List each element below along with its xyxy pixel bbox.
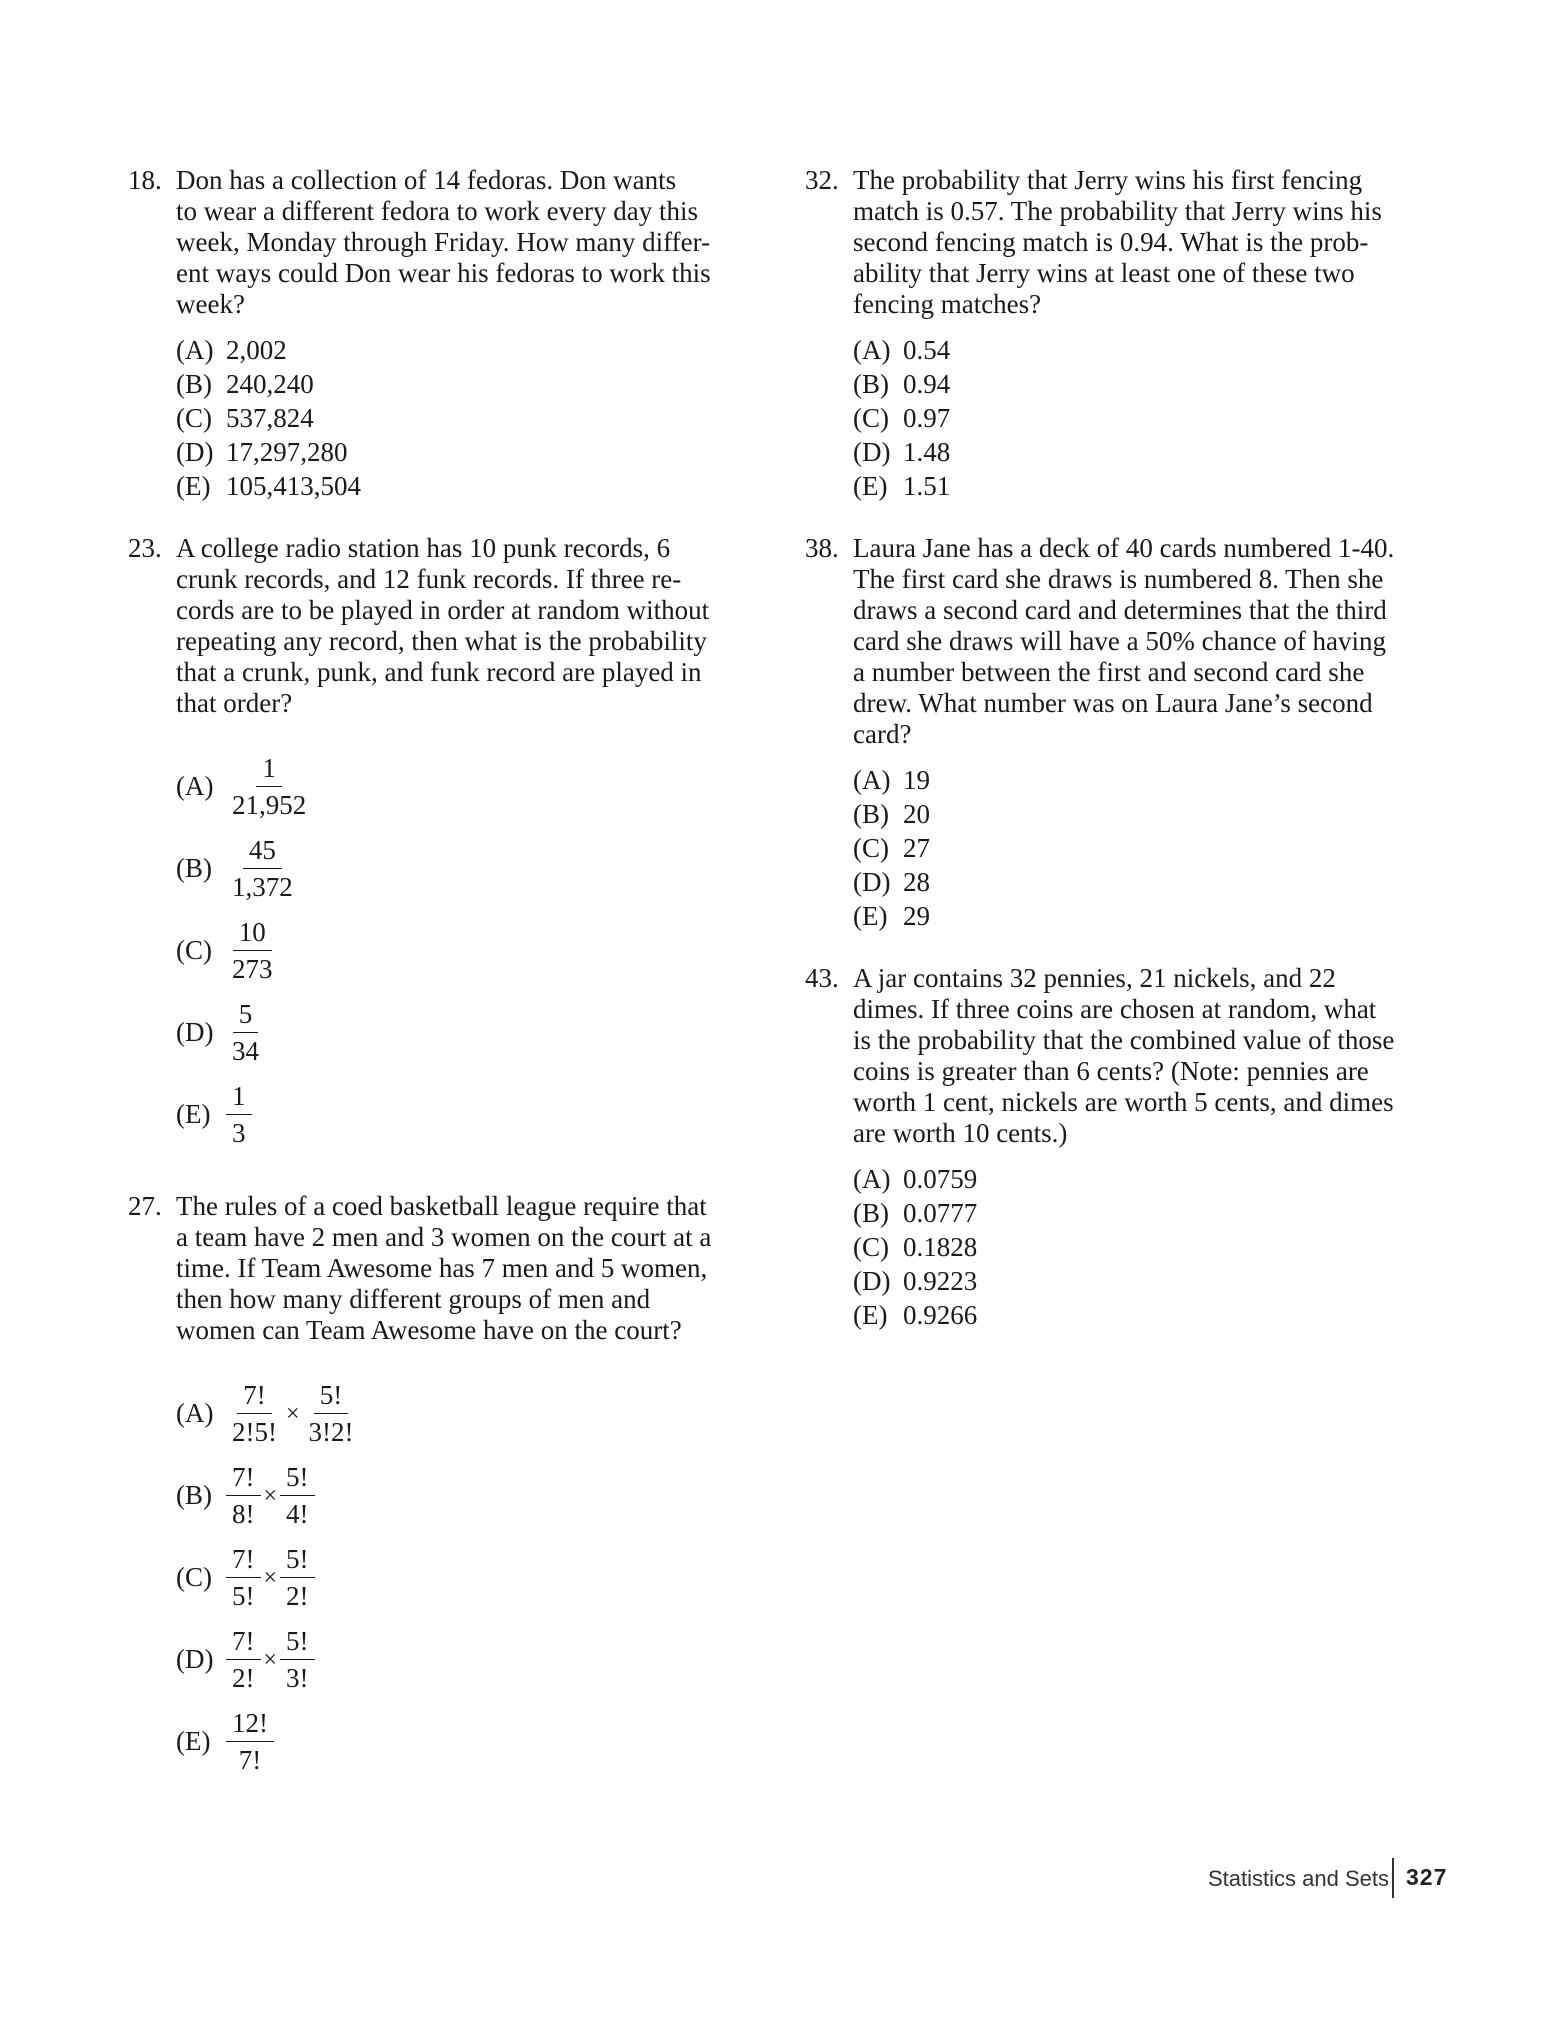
question-line: second fencing match is 0.94. What is the prob-	[853, 227, 1369, 257]
fraction-denominator: 7!	[238, 1744, 262, 1775]
fraction-numerator: 5!	[280, 1544, 315, 1578]
fraction	[280, 1462, 315, 1529]
question-text	[853, 533, 1445, 750]
fraction	[226, 1380, 283, 1447]
question-line: time. If Team Awesome has 7 men and 5 women,	[176, 1253, 708, 1283]
left-column	[128, 165, 748, 1782]
times-symbol: ×	[263, 1646, 278, 1673]
choice-value: 0.97	[903, 403, 951, 433]
fraction-denominator: 5!	[232, 1580, 255, 1611]
answer-choices	[853, 763, 1445, 933]
answer-choice-a	[853, 763, 1445, 797]
footer-section-title: Statistics and Sets	[1208, 1866, 1389, 1891]
choice-letter: (C)	[176, 403, 212, 433]
fraction	[280, 1544, 315, 1611]
answer-choice-d	[853, 435, 1445, 469]
question-number: 43.	[805, 963, 839, 993]
fraction-denominator: 273	[232, 953, 273, 984]
choice-value: 17,297,280	[226, 437, 348, 467]
answer-choice-d	[176, 1618, 748, 1700]
choice-letter: (E)	[853, 471, 888, 501]
fraction-denominator: 4!	[286, 1498, 309, 1529]
question-line: a number between the first and second card she	[853, 657, 1365, 687]
question-23	[128, 533, 748, 1155]
answer-choices	[853, 1162, 1445, 1332]
question-line: that order?	[176, 688, 293, 718]
question-line: Don has a collection of 14 fedoras. Don wants	[176, 165, 677, 195]
choice-letter: (B)	[176, 369, 212, 399]
fraction-denominator: 3!	[286, 1662, 309, 1693]
question-line: The probability that Jerry wins his first fencing	[853, 165, 1363, 195]
choice-letter: (E)	[853, 1300, 888, 1330]
question-line: drew. What number was on Laura Jane’s second	[853, 688, 1373, 718]
choice-value: 0.94	[903, 369, 951, 399]
choice-letter: (D)	[853, 867, 891, 897]
answer-choice-a	[176, 745, 748, 827]
answer-choice-d	[176, 435, 748, 469]
choice-letter: (C)	[853, 403, 889, 433]
answer-choice-e	[853, 469, 1445, 503]
choice-value: 19	[903, 765, 930, 795]
question-text	[853, 165, 1445, 320]
choice-letter: (C)	[853, 833, 889, 863]
question-number: 38.	[805, 533, 839, 563]
answer-choice-c	[176, 1536, 748, 1618]
answer-choice-b	[176, 367, 748, 401]
page-number: 327	[1406, 1864, 1448, 1890]
answer-choice-e	[176, 1700, 748, 1782]
fraction-numerator: 5	[233, 999, 259, 1033]
fraction-numerator: 12!	[226, 1708, 274, 1742]
question-text	[853, 963, 1445, 1149]
choice-value: 105,413,504	[226, 471, 361, 501]
choice-value: 1.48	[903, 437, 951, 467]
answer-choice-c	[176, 909, 748, 991]
question-line: coins is greater than 6 cents? (Note: pennies are	[853, 1056, 1369, 1086]
question-line: is the probability that the combined value of those	[853, 1025, 1395, 1055]
answer-choice-e	[176, 469, 748, 503]
choice-letter: (C)	[176, 934, 212, 965]
choice-value: 0.1828	[903, 1232, 978, 1262]
fraction-denominator: 21,952	[232, 789, 307, 820]
answer-choice-d	[853, 865, 1445, 899]
question-line: match is 0.57. The probability that Jerry wins his	[853, 196, 1382, 226]
choice-value: 537,824	[226, 403, 314, 433]
choice-value: 240,240	[226, 369, 314, 399]
choice-letter: (A)	[853, 335, 891, 365]
times-symbol: ×	[285, 1400, 300, 1427]
choice-letter: (B)	[176, 852, 212, 883]
answer-choice-e	[176, 1073, 748, 1155]
fraction-denominator: 2!	[232, 1662, 255, 1693]
question-27	[128, 1191, 748, 1782]
choice-value: 0.9223	[903, 1266, 978, 1296]
choice-letter: (B)	[853, 369, 889, 399]
question-line: card?	[853, 719, 912, 749]
question-18	[128, 165, 748, 503]
answer-choice-c	[853, 401, 1445, 435]
fraction-denominator: 2!	[286, 1580, 309, 1611]
answer-choices	[176, 333, 748, 503]
answer-choice-a	[176, 333, 748, 367]
answer-choice-c	[176, 401, 748, 435]
choice-letter: (C)	[176, 1561, 212, 1592]
choice-letter: (D)	[853, 437, 891, 467]
question-line: ent ways could Don wear his fedoras to work this	[176, 258, 711, 288]
fraction-denominator: 8!	[232, 1498, 255, 1529]
answer-choice-a	[853, 333, 1445, 367]
question-line: Laura Jane has a deck of 40 cards numbered 1-40.	[853, 533, 1395, 563]
fraction-numerator: 5!	[280, 1462, 315, 1496]
question-line: draws a second card and determines that the third	[853, 595, 1387, 625]
fraction	[226, 835, 299, 902]
question-line: ability that Jerry wins at least one of these two	[853, 258, 1355, 288]
question-line: then how many different groups of men and	[176, 1284, 651, 1314]
fraction-numerator: 1	[226, 1081, 252, 1115]
question-line: dimes. If three coins are chosen at random, what	[853, 994, 1377, 1024]
question-line: cords are to be played in order at random without	[176, 595, 710, 625]
answer-choice-c	[853, 1230, 1445, 1264]
fraction-numerator: 7!	[226, 1626, 261, 1660]
question-line: card she draws will have a 50% chance of having	[853, 626, 1387, 656]
question-number: 23.	[128, 533, 162, 563]
fraction-numerator: 7!	[237, 1380, 272, 1414]
times-symbol: ×	[263, 1482, 278, 1509]
answer-choices	[176, 1372, 748, 1782]
times-symbol: ×	[263, 1564, 278, 1591]
fraction-denominator: 2!5!	[232, 1416, 277, 1447]
question-line: A college radio station has 10 punk records, 6	[176, 533, 671, 563]
question-43	[805, 963, 1445, 1332]
question-line: are worth 10 cents.)	[853, 1118, 1068, 1148]
question-line: week, Monday through Friday. How many differ-	[176, 227, 711, 257]
choice-letter: (A)	[176, 770, 214, 801]
answer-choice-d	[176, 991, 748, 1073]
choice-value: 0.0759	[903, 1164, 978, 1194]
question-text	[176, 533, 748, 719]
fraction	[226, 1081, 252, 1148]
choice-value: 1.51	[903, 471, 951, 501]
choice-letter: (D)	[176, 437, 214, 467]
choice-value: 29	[903, 901, 930, 931]
fraction-numerator: 1	[256, 753, 282, 787]
choice-value: 0.0777	[903, 1198, 978, 1228]
fraction-denominator: 3!2!	[308, 1416, 354, 1447]
answer-choice-e	[853, 1298, 1445, 1332]
question-line: women can Team Awesome have on the court?	[176, 1315, 682, 1345]
answer-choice-b	[853, 1196, 1445, 1230]
answer-choice-b	[176, 827, 748, 909]
choice-letter: (B)	[176, 1479, 212, 1510]
fraction	[226, 1462, 261, 1529]
choice-letter: (B)	[853, 1198, 889, 1228]
footer-divider	[1392, 1858, 1394, 1898]
choice-letter: (A)	[853, 1164, 891, 1194]
choice-value: 0.54	[903, 335, 951, 365]
choice-letter: (D)	[853, 1266, 891, 1296]
fraction-numerator: 5!	[314, 1380, 349, 1414]
choice-letter: (A)	[853, 765, 891, 795]
choice-value: 20	[903, 799, 930, 829]
question-line: crunk records, and 12 funk records. If three re-	[176, 564, 682, 594]
fraction	[280, 1626, 315, 1693]
choice-letter: (D)	[176, 1643, 214, 1674]
question-line: The rules of a coed basketball league require that	[176, 1191, 707, 1221]
fraction-numerator: 7!	[226, 1544, 261, 1578]
choice-letter: (A)	[176, 1397, 214, 1428]
choice-value: 2,002	[226, 335, 287, 365]
choice-letter: (B)	[853, 799, 889, 829]
question-line: to wear a different fedora to work every day this	[176, 196, 699, 226]
choice-value: 0.9266	[903, 1300, 978, 1330]
question-line: repeating any record, then what is the probability	[176, 626, 707, 656]
answer-choice-b	[853, 797, 1445, 831]
choice-letter: (E)	[176, 1098, 211, 1129]
question-line: fencing matches?	[853, 289, 1042, 319]
choice-letter: (E)	[853, 901, 888, 931]
question-number: 32.	[805, 165, 839, 195]
answer-choice-d	[853, 1264, 1445, 1298]
fraction	[226, 1708, 274, 1775]
question-line: A jar contains 32 pennies, 21 nickels, and 22	[853, 963, 1336, 993]
fraction	[303, 1380, 360, 1447]
fraction	[226, 1626, 261, 1693]
choice-letter: (A)	[176, 335, 214, 365]
fraction-denominator: 3	[232, 1117, 246, 1148]
question-line: The first card she draws is numbered 8. Then she	[853, 564, 1384, 594]
answer-choice-a	[176, 1372, 748, 1454]
answer-choice-c	[853, 831, 1445, 865]
question-text	[176, 1191, 748, 1346]
question-line: that a crunk, punk, and funk record are played in	[176, 657, 702, 687]
question-line: week?	[176, 289, 245, 319]
fraction-numerator: 7!	[226, 1462, 261, 1496]
answer-choice-b	[853, 367, 1445, 401]
choice-value: 27	[903, 833, 930, 863]
choice-value: 28	[903, 867, 930, 897]
answer-choice-e	[853, 899, 1445, 933]
right-column	[805, 165, 1445, 1332]
answer-choice-b	[176, 1454, 748, 1536]
fraction	[226, 1544, 261, 1611]
choice-letter: (E)	[176, 471, 211, 501]
question-number: 18.	[128, 165, 162, 195]
question-text	[176, 165, 748, 320]
fraction-denominator: 1,372	[232, 871, 293, 902]
question-line: a team have 2 men and 3 women on the court at a	[176, 1222, 712, 1252]
answer-choice-a	[853, 1162, 1445, 1196]
fraction-numerator: 45	[243, 835, 282, 869]
question-32	[805, 165, 1445, 503]
choice-letter: (D)	[176, 1016, 214, 1047]
choice-letter: (E)	[176, 1725, 211, 1756]
fraction	[226, 917, 279, 984]
choice-letter: (C)	[853, 1232, 889, 1262]
fraction	[226, 999, 265, 1066]
fraction-numerator: 5!	[280, 1626, 315, 1660]
question-line: worth 1 cent, nickels are worth 5 cents, and dimes	[853, 1087, 1394, 1117]
answer-choices	[853, 333, 1445, 503]
fraction	[226, 753, 312, 820]
fraction-numerator: 10	[233, 917, 272, 951]
answer-choices	[176, 745, 748, 1155]
question-38	[805, 533, 1445, 933]
question-number: 27.	[128, 1191, 162, 1221]
fraction-denominator: 34	[232, 1035, 259, 1066]
